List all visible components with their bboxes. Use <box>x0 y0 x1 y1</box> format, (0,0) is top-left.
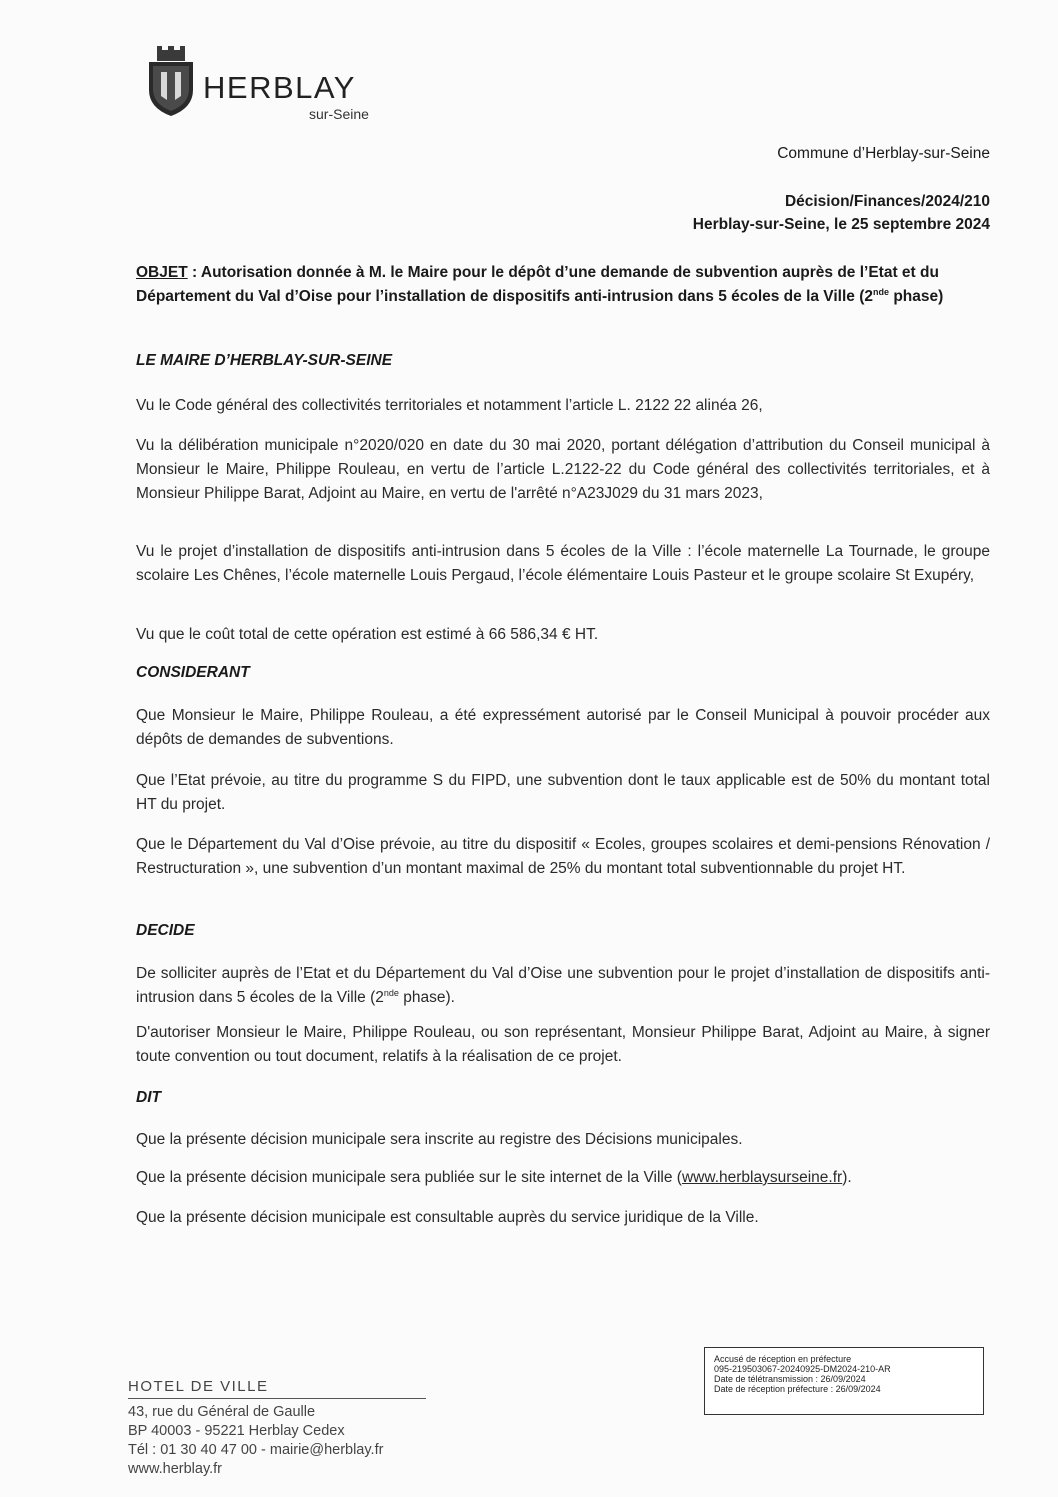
decision-reference: Décision/Finances/2024/210 <box>784 193 990 210</box>
subject-block <box>136 261 990 309</box>
commune-name: Commune d’Herblay-sur-Seine <box>777 145 990 162</box>
decide-paragraph-1-text: De solliciter auprès de l’Etat et du Département du Val d’Oise une subvention pour le projet d’installation de dispositifs anti-intrusion dans 5 écoles de la Ville (2 <box>136 965 990 1006</box>
considerant-paragraph-3: Que le Département du Val d’Oise prévoie, au titre du dispositif « Ecoles, groupes scolaires et demi-pensions Rénovation / Restructuration », une subvention d’un montant maximal de 25% du montant total subventionnable du projet HT. <box>136 836 990 877</box>
footer-address-line-2: BP 40003 - 95221 Herblay Cedex <box>128 1423 345 1439</box>
dit-paragraph-2-text: Que la présente décision municipale sera publiée sur le site internet de la Ville ( <box>136 1169 682 1186</box>
logo-subtitle: sur-Seine <box>309 106 369 122</box>
section-title-decide: DECIDE <box>136 922 195 939</box>
decide-paragraph-2: D'autoriser Monsieur le Maire, Philippe Rouleau, ou son représentant, Monsieur Philippe Barat, Adjoint au Maire, à signer toute convention ou tout document, relatifs à la réalisation de ce projet. <box>136 1024 990 1065</box>
decide-paragraph-1 <box>136 962 990 1010</box>
footer-title: HOTEL DE VILLE <box>128 1378 426 1399</box>
footer-website[interactable]: www.herblay.fr <box>128 1461 223 1477</box>
section-title-dit: DIT <box>136 1089 161 1106</box>
dit-paragraph-2 <box>136 1166 990 1190</box>
section-title-maire: LE MAIRE D’HERBLAY-SUR-SEINE <box>136 352 393 369</box>
stamp-line-4: Date de réception préfecture : 26/09/2024 <box>714 1384 881 1394</box>
stamp-line-2: 095-219503067-20240925-DM2024-210-AR <box>714 1364 891 1374</box>
vu-paragraph-3: Vu le projet d’installation de dispositifs anti-intrusion dans 5 écoles de la Ville : l’école maternelle La Tournade, le groupe scolaire Les Chênes, l’école maternelle Louis Pergaud, l’école élémentaire Louis Pasteur et le groupe scolaire St Exupéry, <box>136 543 990 584</box>
considerant-paragraph-2: Que l’Etat prévoie, au titre du programme S du FIPD, une subvention dont le taux applicable est de 50% du montant total HT du projet. <box>136 772 990 813</box>
dit-paragraph-1: Que la présente décision municipale sera inscrite au registre des Décisions municipales. <box>136 1131 743 1148</box>
herblay-logo <box>143 44 403 134</box>
subject-sup: nde <box>873 286 890 297</box>
coat-of-arms-icon <box>143 44 199 120</box>
website-link[interactable]: www.herblaysurseine.fr <box>681 1169 843 1186</box>
considerant-paragraph-1: Que Monsieur le Maire, Philippe Rouleau, a été expressément autorisé par le Conseil Municipal à pouvoir procéder aux dépôts de demandes de subventions. <box>136 707 990 748</box>
section-title-considerant: CONSIDERANT <box>136 664 250 681</box>
stamp-line-1: Accusé de réception en préfecture <box>714 1354 852 1364</box>
footer-contact: Tél : 01 30 40 47 00 - mairie@herblay.fr <box>128 1442 384 1458</box>
dit-paragraph-2-end: ). <box>842 1169 852 1186</box>
decide-paragraph-1-end: phase). <box>398 989 455 1006</box>
footer-address <box>128 1378 438 1479</box>
subject-label: OBJET <box>136 264 188 281</box>
footer-address-line-1: 43, rue du Général de Gaulle <box>128 1404 316 1420</box>
subject-text-end: phase) <box>889 288 944 305</box>
vu-paragraph-4: Vu que le coût total de cette opération est estimé à 66 586,34 € HT. <box>136 626 599 643</box>
logo-name: HERBLAY <box>203 70 356 105</box>
place-date: Herblay-sur-Seine, le 25 septembre 2024 <box>692 216 990 233</box>
prefecture-receipt-stamp <box>704 1347 984 1415</box>
decide-paragraph-1-sup: nde <box>383 987 399 998</box>
dit-paragraph-3: Que la présente décision municipale est consultable auprès du service juridique de la Ville. <box>136 1209 759 1226</box>
vu-paragraph-2: Vu la délibération municipale n°2020/020 en date du 30 mai 2020, portant délégation d’attribution du Conseil municipal à Monsieur le Maire, Philippe Rouleau, en vertu de l’article L.2122-22 du Code général des collectivités territoriales, et à Monsieur Philippe Barat, Adjoint au Maire, en vertu de l'arrêté n°A23J029 du 31 mars 2023, <box>136 437 990 502</box>
vu-paragraph-1: Vu le Code général des collectivités territoriales et notamment l’article L. 2122 22 alinéa 26, <box>136 397 763 414</box>
stamp-line-3: Date de télétransmission : 26/09/2024 <box>714 1374 866 1384</box>
subject-text: : Autorisation donnée à M. le Maire pour le dépôt d’une demande de subvention auprès de l’Etat et du Département du Val d’Oise pour l’installation de dispositifs anti-intrusion dans 5 écoles de la Ville (2 <box>136 264 939 305</box>
